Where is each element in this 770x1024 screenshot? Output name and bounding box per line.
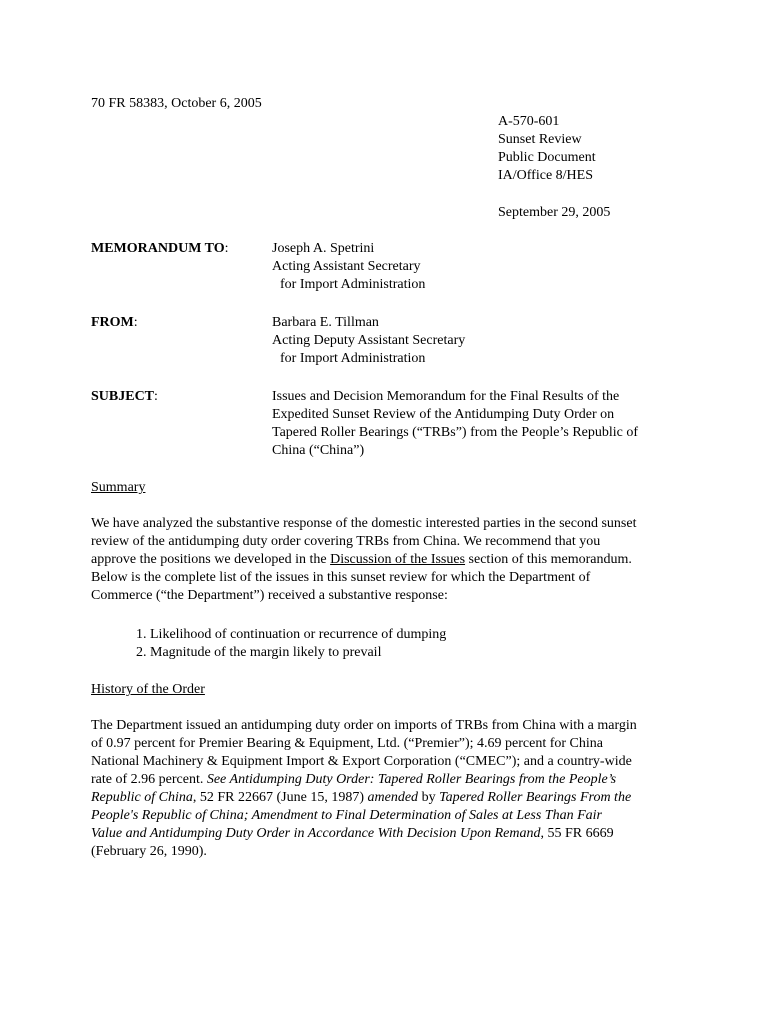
issue-item: 1. Likelihood of continuation or recurrence of dumping [136, 627, 447, 642]
summary-line: Below is the complete list of the issues in this sunset review for which the Department of [91, 570, 591, 585]
case-number: A-570-601 [498, 114, 560, 129]
summary-line: We have analyzed the substantive response of the domestic interested parties in the second sunset [91, 516, 637, 531]
colon: : [224, 241, 229, 256]
sender-title: Acting Deputy Assistant Secretary [272, 333, 466, 348]
history-text: rate of 2.96 percent. [91, 772, 207, 787]
history-line: of 0.97 percent for Premier Bearing & Equipment, Ltd. (“Premier”); 4.69 percent for China [91, 736, 603, 751]
summary-text: approve the positions we developed in the [91, 552, 331, 567]
summary-text: section of this memorandum. [465, 552, 632, 567]
colon: : [154, 389, 158, 404]
history-text: , 55 FR 6669 [540, 826, 614, 841]
history-line: The Department issued an antidumping duty order on imports of TRBs from China with a margin [91, 718, 637, 733]
summary-line [91, 551, 691, 569]
history-line [91, 789, 691, 807]
memo-to-block [272, 240, 425, 294]
memo-subject-block [272, 388, 638, 460]
summary-heading: Summary [91, 480, 146, 495]
memo-subject-label-text: SUBJECT [91, 389, 155, 404]
subject-line: Tapered Roller Bearings (“TRBs”) from the People’s Republic of [272, 425, 639, 440]
history-text: by [418, 790, 440, 805]
review-type: Sunset Review [498, 132, 582, 147]
issues-list [136, 626, 446, 662]
memo-to-label [91, 240, 229, 258]
history-heading: History of the Order [91, 682, 205, 697]
colon: : [133, 315, 138, 330]
memo-from-block [272, 314, 465, 368]
recipient-title: Acting Assistant Secretary [272, 259, 421, 274]
subject-line: Issues and Decision Memorandum for the Final Results of the [272, 389, 620, 404]
memo-subject-label [91, 388, 158, 406]
federal-register-citation: 70 FR 58383, October 6, 2005 [91, 96, 262, 111]
history-text: , 52 FR 22667 (June 15, 1987) [192, 790, 368, 805]
citation-italic: See Antidumping Duty Order: Tapered Roller Bearings from the People’s [206, 772, 617, 787]
sender-name: Barbara E. Tillman [272, 315, 379, 330]
summary-line: review of the antidumping duty order covering TRBs from China. We recommend that you [91, 534, 601, 549]
citation-italic: Tapered Roller Bearings From the [439, 790, 632, 805]
office-code: IA/Office 8/HES [498, 168, 593, 183]
discussion-of-issues-reference: Discussion of the Issues [330, 552, 466, 567]
summary-line: Commerce (“the Department”) received a substantive response: [91, 588, 448, 603]
document-type: Public Document [498, 150, 596, 165]
history-line: National Machinery & Equipment Import & Export Corporation (“CMEC”); and a country-wide [91, 754, 632, 769]
subject-line: Expedited Sunset Review of the Antidumping Duty Order on [272, 407, 615, 422]
recipient-name: Joseph A. Spetrini [272, 241, 375, 256]
memo-to-label-text: MEMORANDUM TO [91, 241, 225, 256]
history-line [91, 771, 691, 789]
citation-italic: Value and Antidumping Duty Order in Accordance With Decision Upon Remand [91, 826, 541, 841]
memo-date: September 29, 2005 [498, 205, 611, 220]
citation-italic: amended [367, 790, 419, 805]
history-paragraph [91, 717, 691, 861]
history-line: (February 26, 1990). [91, 844, 207, 859]
summary-paragraph [91, 515, 691, 605]
sender-title-cont: for Import Administration [280, 351, 426, 366]
citation-italic: People's Republic of China; Amendment to Final Determination of Sales at Less Than Fair [91, 808, 602, 823]
memo-from-label-text: FROM [91, 315, 134, 330]
memo-from-label [91, 314, 138, 332]
citation-italic: Republic of China [91, 790, 193, 805]
subject-line: China (“China”) [272, 443, 365, 458]
history-line [91, 807, 691, 825]
document-metadata [498, 113, 596, 185]
recipient-title-cont: for Import Administration [280, 277, 426, 292]
issue-item: 2. Magnitude of the margin likely to prevail [136, 645, 382, 660]
history-line [91, 825, 691, 843]
